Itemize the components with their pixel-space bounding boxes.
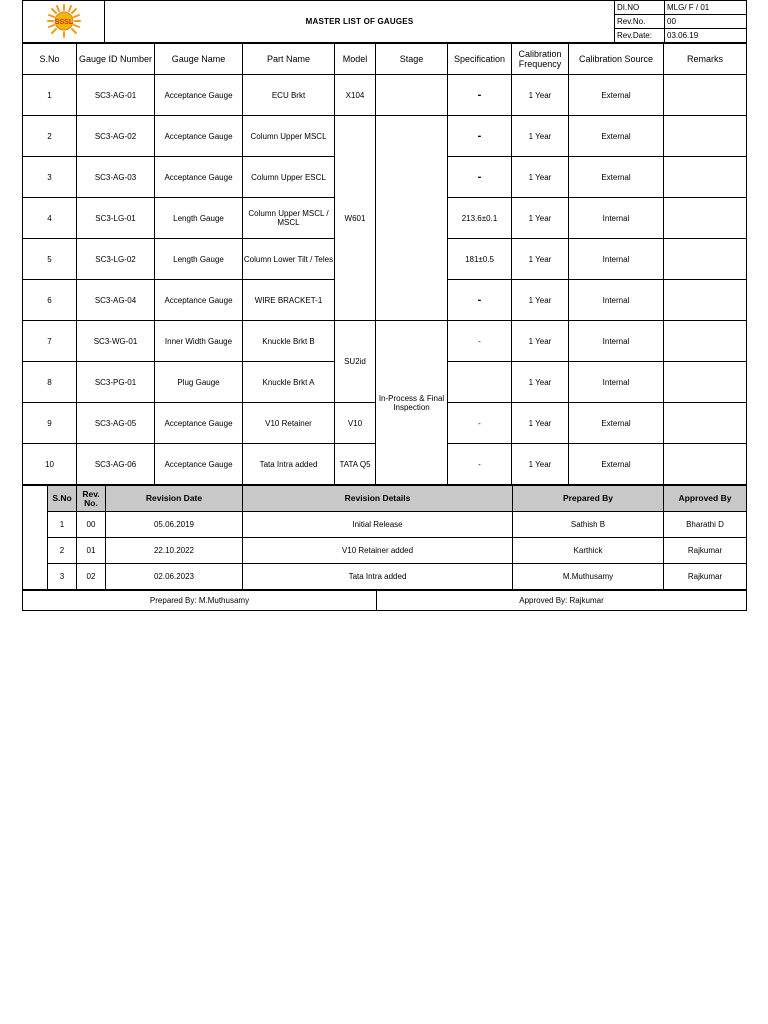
rev-sno-cell: 2 <box>48 538 77 564</box>
table-header-row <box>23 44 747 75</box>
gauge-id-cell: SC3-LG-01 <box>77 198 155 239</box>
sno-cell: 4 <box>23 198 77 239</box>
part-name-cell: Knuckle Brkt A <box>243 362 335 403</box>
part-name-cell: Knuckle Brkt B <box>243 321 335 362</box>
meta-label: Rev.No. <box>615 15 665 29</box>
rev-details-cell: Tata Intra added <box>243 564 513 590</box>
rev-approved-cell: Bharathi D <box>664 512 747 538</box>
part-name-cell: Column Upper MSCL / MSCL <box>243 198 335 239</box>
spec-cell: - <box>448 157 512 198</box>
meta-value: 00 <box>665 15 747 29</box>
source-cell: Internal <box>569 280 664 321</box>
revision-row <box>23 538 747 564</box>
remarks-cell <box>664 116 747 157</box>
meta-value: 03.06.19 <box>665 29 747 43</box>
gauge-name-cell: Length Gauge <box>155 239 243 280</box>
part-name-cell: V10 Retainer <box>243 403 335 444</box>
remarks-cell <box>664 362 747 403</box>
revision-header-row <box>23 486 747 512</box>
rev-details-cell: Initial Release <box>243 512 513 538</box>
frequency-cell: 1 Year <box>512 280 569 321</box>
part-name-cell: Column Upper ESCL <box>243 157 335 198</box>
spec-cell <box>448 362 512 403</box>
table-row <box>23 75 747 116</box>
frequency-cell: 1 Year <box>512 157 569 198</box>
remarks-cell <box>664 403 747 444</box>
frequency-cell: 1 Year <box>512 444 569 485</box>
rev-prepared-cell: Karthick <box>513 538 664 564</box>
sno-cell: 9 <box>23 403 77 444</box>
column-header: Remarks <box>664 44 747 75</box>
source-cell: External <box>569 444 664 485</box>
sno-cell: 8 <box>23 362 77 403</box>
spec-cell: - <box>448 444 512 485</box>
frequency-cell: 1 Year <box>512 239 569 280</box>
column-header: Gauge Name <box>155 44 243 75</box>
spec-cell: - <box>448 75 512 116</box>
part-name-cell: ECU Brkt <box>243 75 335 116</box>
spec-cell: - <box>448 403 512 444</box>
gauge-master-sheet <box>22 0 746 611</box>
part-name-cell: Column Upper MSCL <box>243 116 335 157</box>
frequency-cell: 1 Year <box>512 362 569 403</box>
source-cell: Internal <box>569 239 664 280</box>
spec-cell: - <box>448 116 512 157</box>
frequency-cell: 1 Year <box>512 198 569 239</box>
column-header: Revision Details <box>243 486 513 512</box>
meta-label: DI.NO <box>615 1 665 15</box>
source-cell: Internal <box>569 321 664 362</box>
model-cell: SU2id <box>335 321 376 403</box>
gauge-name-cell: Inner Width Gauge <box>155 321 243 362</box>
revision-row <box>23 564 747 590</box>
gauge-id-cell: SC3-AG-03 <box>77 157 155 198</box>
meta-label: Rev.Date: <box>615 29 665 43</box>
part-name-cell: WIRE BRACKET-1 <box>243 280 335 321</box>
column-header: S.No <box>23 44 77 75</box>
frequency-cell: 1 Year <box>512 116 569 157</box>
rev-no-cell: 01 <box>77 538 106 564</box>
remarks-cell <box>664 239 747 280</box>
sno-cell: 5 <box>23 239 77 280</box>
source-cell: Internal <box>569 198 664 239</box>
column-header: Calibration Frequency <box>512 44 569 75</box>
sno-cell: 3 <box>23 157 77 198</box>
gauge-name-cell: Acceptance Gauge <box>155 116 243 157</box>
remarks-cell <box>664 321 747 362</box>
gauge-table <box>22 43 747 485</box>
company-logo <box>23 1 105 43</box>
model-cell: V10 <box>335 403 376 444</box>
column-header: S.No <box>48 486 77 512</box>
header-table <box>22 0 747 43</box>
gauge-name-cell: Length Gauge <box>155 198 243 239</box>
prepared-by-signature: Prepared By: M.Muthusamy <box>23 591 377 611</box>
gauge-id-cell: SC3-AG-06 <box>77 444 155 485</box>
gauge-id-cell: SC3-AG-01 <box>77 75 155 116</box>
table-row <box>23 321 747 362</box>
rev-prepared-cell: M.Muthusamy <box>513 564 664 590</box>
gauge-id-cell: SC3-AG-05 <box>77 403 155 444</box>
rev-date-cell: 02.06.2023 <box>106 564 243 590</box>
logo-text: SSSL <box>54 18 73 26</box>
column-header: Prepared By <box>513 486 664 512</box>
revision-row <box>23 512 747 538</box>
remarks-cell <box>664 75 747 116</box>
stage-cell <box>376 75 448 116</box>
rev-approved-cell: Rajkumar <box>664 538 747 564</box>
revision-history-label <box>23 486 48 590</box>
gauge-name-cell: Acceptance Gauge <box>155 444 243 485</box>
gauge-id-cell: SC3-PG-01 <box>77 362 155 403</box>
rev-sno-cell: 1 <box>48 512 77 538</box>
rev-no-cell: 02 <box>77 564 106 590</box>
source-cell: External <box>569 403 664 444</box>
sno-cell: 7 <box>23 321 77 362</box>
column-header: Calibration Source <box>569 44 664 75</box>
model-cell: TATA Q5 <box>335 444 376 485</box>
gauge-name-cell: Plug Gauge <box>155 362 243 403</box>
column-header: Specification <box>448 44 512 75</box>
model-cell: X104 <box>335 75 376 116</box>
column-header: Rev. No. <box>77 486 106 512</box>
part-name-cell: Tata Intra added <box>243 444 335 485</box>
meta-value: MLG/ F / 01 <box>665 1 747 15</box>
rev-date-cell: 22.10.2022 <box>106 538 243 564</box>
sno-cell: 6 <box>23 280 77 321</box>
column-header: Part Name <box>243 44 335 75</box>
part-name-cell: Column Lower Tilt / Teles <box>243 239 335 280</box>
column-header: Revision Date <box>106 486 243 512</box>
source-cell: External <box>569 75 664 116</box>
remarks-cell <box>664 198 747 239</box>
rev-prepared-cell: Sathish B <box>513 512 664 538</box>
column-header: Model <box>335 44 376 75</box>
rev-details-cell: V10 Retainer added <box>243 538 513 564</box>
gauge-name-cell: Acceptance Gauge <box>155 280 243 321</box>
spec-cell: - <box>448 280 512 321</box>
revision-history-table <box>22 485 747 590</box>
rev-no-cell: 00 <box>77 512 106 538</box>
rev-approved-cell: Rajkumar <box>664 564 747 590</box>
frequency-cell: 1 Year <box>512 75 569 116</box>
gauge-id-cell: SC3-LG-02 <box>77 239 155 280</box>
remarks-cell <box>664 157 747 198</box>
sno-cell: 2 <box>23 116 77 157</box>
gauge-name-cell: Acceptance Gauge <box>155 75 243 116</box>
sno-cell: 1 <box>23 75 77 116</box>
column-header: Gauge ID Number <box>77 44 155 75</box>
table-row <box>23 116 747 157</box>
gauge-id-cell: SC3-WG-01 <box>77 321 155 362</box>
stage-cell <box>376 116 448 321</box>
column-header: Approved By <box>664 486 747 512</box>
spec-cell: - <box>448 321 512 362</box>
gauge-id-cell: SC3-AG-04 <box>77 280 155 321</box>
rev-sno-cell: 3 <box>48 564 77 590</box>
sun-logo-icon <box>43 3 85 39</box>
remarks-cell <box>664 280 747 321</box>
page-title: MASTER LIST OF GAUGES <box>105 1 615 43</box>
source-cell: External <box>569 157 664 198</box>
remarks-cell <box>664 444 747 485</box>
model-cell: W601 <box>335 116 376 321</box>
gauge-name-cell: Acceptance Gauge <box>155 403 243 444</box>
signature-footer <box>22 590 747 611</box>
frequency-cell: 1 Year <box>512 321 569 362</box>
frequency-cell: 1 Year <box>512 403 569 444</box>
gauge-id-cell: SC3-AG-02 <box>77 116 155 157</box>
spec-cell: 213.6±0.1 <box>448 198 512 239</box>
rev-date-cell: 05.06.2019 <box>106 512 243 538</box>
source-cell: Internal <box>569 362 664 403</box>
gauge-name-cell: Acceptance Gauge <box>155 157 243 198</box>
spec-cell: 181±0.5 <box>448 239 512 280</box>
column-header: Stage <box>376 44 448 75</box>
approved-by-signature: Approved By: Rajkumar <box>377 591 747 611</box>
stage-cell: In-Process & Final Inspection <box>376 321 448 485</box>
source-cell: External <box>569 116 664 157</box>
sno-cell: 10 <box>23 444 77 485</box>
